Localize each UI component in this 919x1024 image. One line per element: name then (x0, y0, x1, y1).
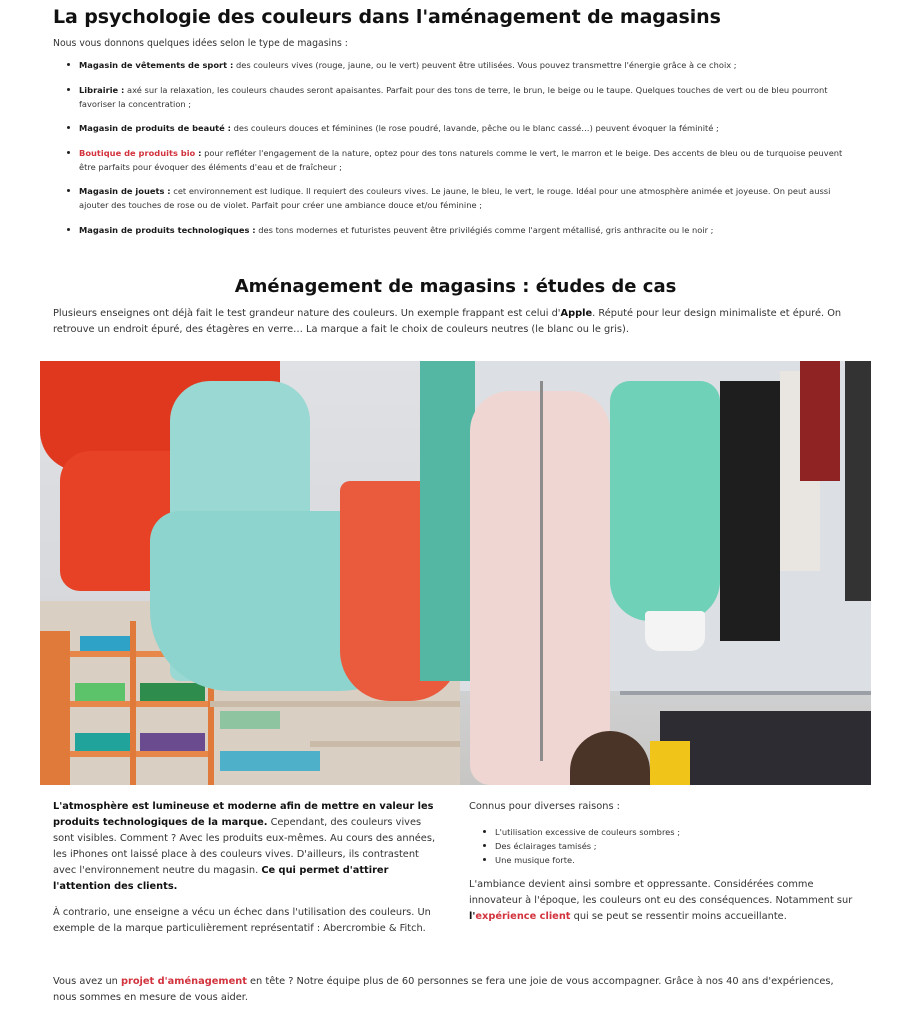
list-item (79, 184, 858, 212)
cta-text-end: en tête ? Notre équipe plus de 60 personnes se fera une joie de vous accompagner. Grâce à nos 40 ans d'expériences, nous sommes en mesure de vous aider. (53, 976, 834, 1003)
ambiance-text: L'ambiance devient ainsi sombre et oppressante. Considérées comme innovateur à l'époque, les couleurs ont eu des conséquences. Notamment sur (469, 879, 853, 906)
list-item-label: Magasin de vêtements de sport : (79, 60, 234, 70)
case-intro-text: Plusieurs enseignes ont déjà fait le test grandeur nature des couleurs. Un exemple frappant est celui d' (53, 308, 561, 319)
section-title-color-psychology: La psychologie des couleurs dans l'aménagement de magasins (53, 6, 721, 28)
list-item: L'utilisation excessive de couleurs sombres ; (495, 825, 864, 839)
right-column (469, 799, 864, 935)
reasons-intro: Connus pour diverses raisons : (469, 801, 620, 812)
list-item (79, 121, 858, 135)
list-item-text: cet environnement est ludique. Il requiert des couleurs vives. Le jaune, le bleu, le vert, le rouge. Idéal pour une atmosphère animée et joyeuse. On peut aussi ajouter des touches de rose ou de violet. Parfait pour créer une ambiance douce et/ou féminine ; (79, 186, 831, 210)
list-item (79, 83, 858, 111)
list-item-text: des couleurs vives (rouge, jaune, ou le vert) peuvent être utilisées. Vous pouvez transmettre l'énergie grâce à ce choix ; (233, 60, 737, 70)
list-item (79, 223, 858, 237)
apple-paragraph (53, 799, 443, 895)
cta-text: Vous avez un (53, 976, 121, 987)
organic-store-link[interactable]: Boutique de produits bio (79, 147, 196, 158)
list-item-label: Magasin de jouets : (79, 186, 171, 196)
apple-paragraph-conclusion: Ce qui permet d'attirer l'attention des clients. (53, 865, 389, 892)
reasons-list (469, 825, 864, 867)
list-item-text: axé sur la relaxation, les couleurs chaudes seront apaisantes. Parfait pour des tons de terre, le brun, le beige ou le taupe. Quelques touches de vert ou de bleu pourront favoriser la concentration ; (79, 84, 828, 109)
store-type-list (53, 58, 858, 247)
list-item: Des éclairages tamisés ; (495, 839, 864, 853)
apple-paragraph-text: Cependant, des couleurs vives sont visibles. Comment ? Avec les produits eux-mêmes. Au cours des années, les iPhones ont laissé place à des couleurs vives. D'ailleurs, ils contrastent avec l'environnement neutre du magasin. (53, 817, 436, 876)
ambiance-paragraph (469, 877, 864, 925)
list-item-label: Magasin de produits de beauté : (79, 123, 231, 133)
apple-brand-name: Apple (560, 308, 593, 319)
fitting-project-link[interactable]: projet d'aménagement (120, 976, 247, 987)
list-item-label: Magasin de produits technologiques : (79, 224, 256, 235)
flamenco-shop-photo (40, 361, 871, 785)
list-item-label-suffix: : (195, 147, 202, 158)
list-item-text: des tons modernes et futuristes peuvent être privilégiés comme l'argent métallisé, gris anthracite ou le noir ; (255, 224, 714, 235)
section-title-case-studies: Aménagement de magasins : études de cas (234, 276, 677, 297)
ambiance-text-end: qui se peut se ressentir moins accueillante. (570, 911, 787, 922)
list-item (79, 58, 858, 72)
case-studies-intro (53, 306, 863, 338)
list-item-label: Librairie : (79, 84, 125, 95)
abercrombie-paragraph: À contrario, une enseigne a vécu un échec dans l'utilisation des couleurs. Un exemple de la marque particulièrement représentatif : Abercrombie & Fitch. (53, 907, 431, 934)
list-item: Une musique forte. (495, 853, 864, 867)
apple-paragraph-lead: L'atmosphère est lumineuse et moderne afin de mettre en valeur les produits technologiques de la marque. (53, 801, 434, 828)
section-intro: Nous vous donnons quelques idées selon le type de magasins : (53, 38, 348, 49)
list-item-text: des couleurs douces et féminines (le rose poudré, lavande, pêche ou le blanc cassé…) peuvent évoquer la féminité ; (230, 123, 719, 133)
case-intro-text-end: . Réputé pour leur design minimaliste et épuré. On retrouve un endroit épuré, des étagères en verre… La marque a fait le choix de couleurs neutres (le blanc ou le gris). (53, 308, 842, 335)
customer-experience-link[interactable]: expérience client (475, 911, 571, 922)
left-column (53, 799, 443, 947)
cta-paragraph (53, 974, 853, 1006)
ambiance-article: l' (469, 911, 476, 922)
list-item-text: pour refléter l'engagement de la nature, optez pour des tons naturels comme le vert, le marron et le beige. Des accents de bleu ou de turquoise peuvent être parfaits pour évoquer des éléments d'eau et de fraîcheur ; (79, 147, 843, 172)
list-item (79, 146, 858, 174)
